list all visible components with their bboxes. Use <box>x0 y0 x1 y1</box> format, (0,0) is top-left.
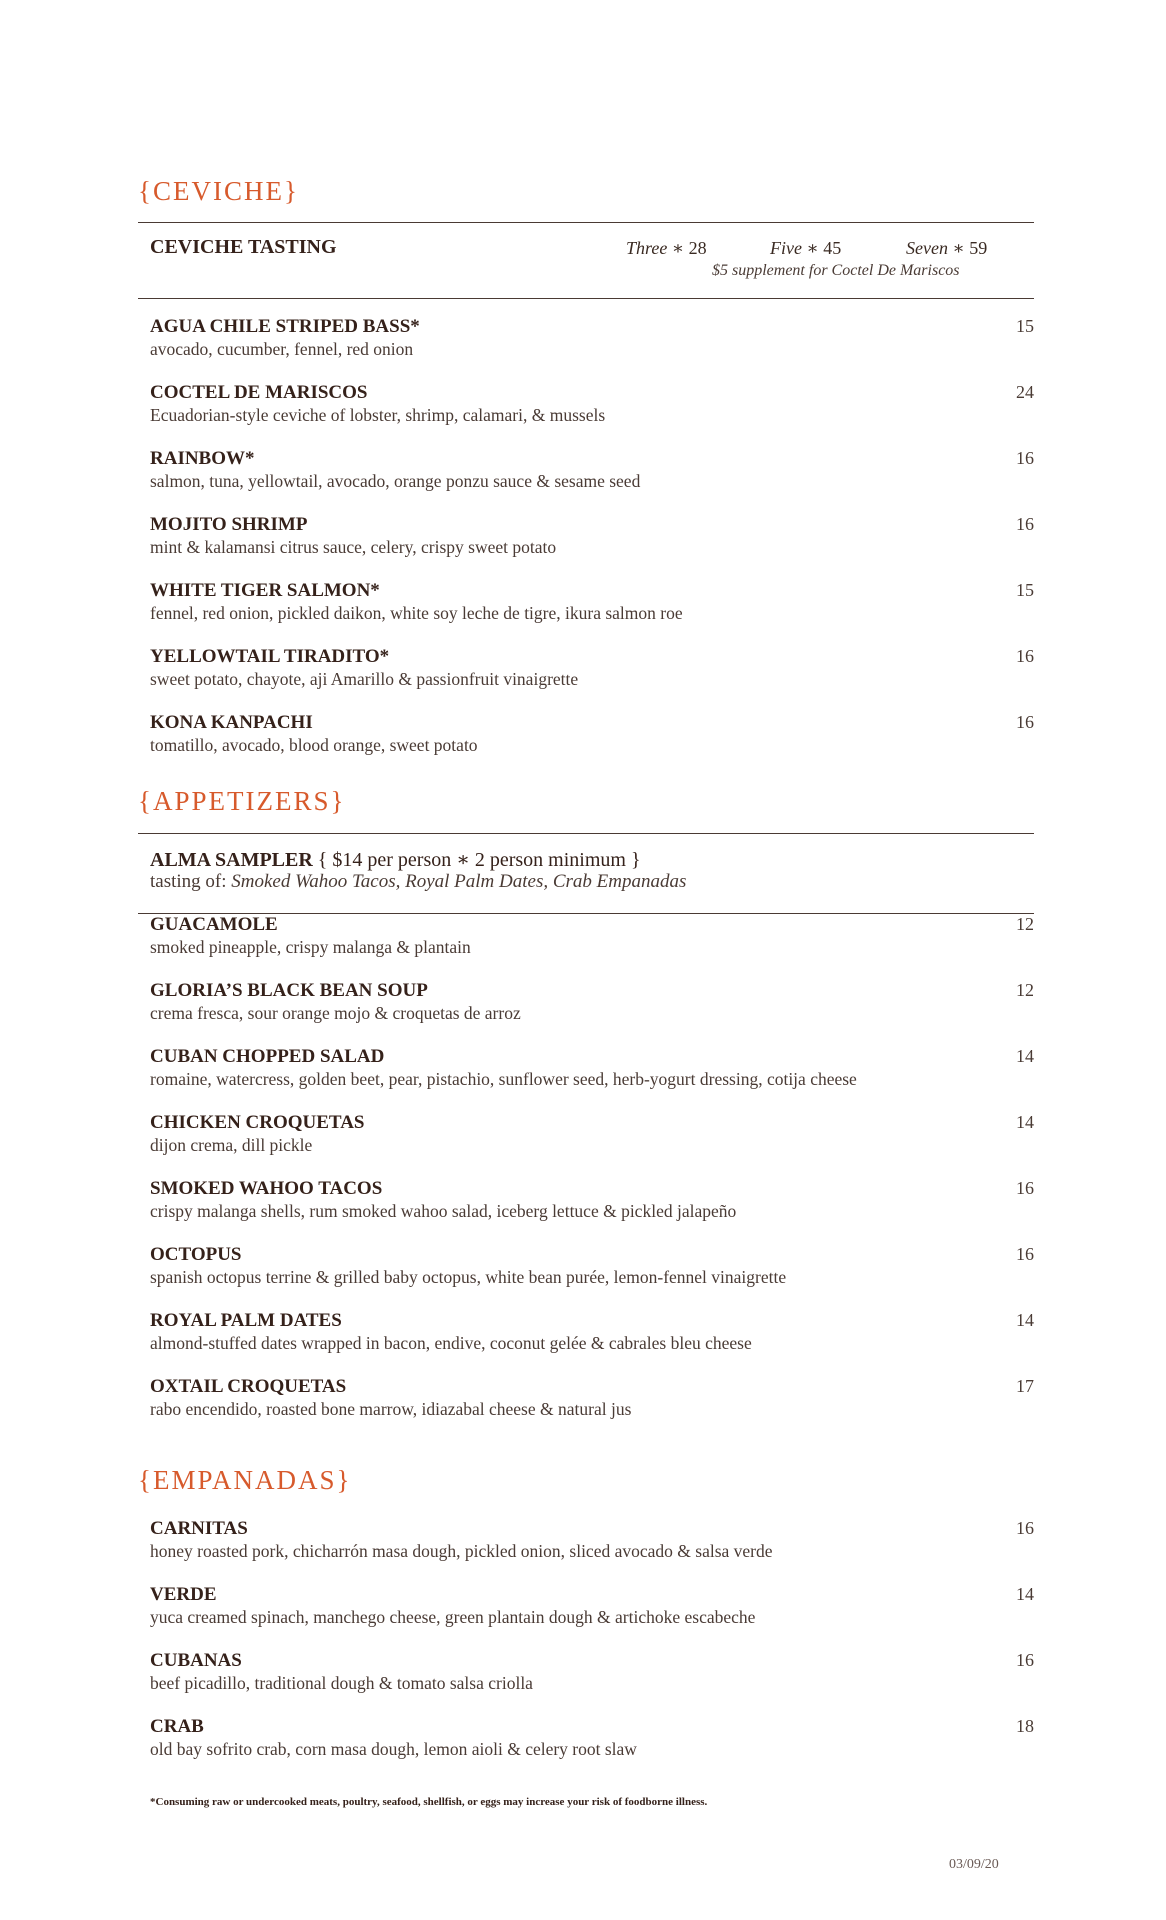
menu-item <box>150 1112 1034 1162</box>
menu-item <box>150 1650 1034 1700</box>
menu-item <box>150 1518 1034 1568</box>
item-name: WHITE TIGER SALMON* <box>150 580 380 601</box>
item-price: 12 <box>1016 980 1034 1000</box>
item-name: CRAB <box>150 1716 204 1737</box>
menu-item <box>150 580 1034 630</box>
item-description: romaine, watercress, golden beet, pear, pistachio, sunflower seed, herb-yogurt dressing, cotija cheese <box>150 1069 857 1089</box>
item-name: KONA KANPACHI <box>150 712 313 733</box>
item-price: 16 <box>1016 646 1034 666</box>
tier-label: Five <box>770 238 802 258</box>
item-description: beef picadillo, traditional dough & tomato salsa criolla <box>150 1673 533 1693</box>
sampler-items: Smoked Wahoo Tacos, Royal Palm Dates, Crab Empanadas <box>231 871 687 892</box>
item-name: YELLOWTAIL TIRADITO* <box>150 646 390 667</box>
sampler-terms: { $14 per person ∗ 2 person minimum } <box>317 849 641 871</box>
item-description: crispy malanga shells, rum smoked wahoo salad, iceberg lettuce & pickled jalapeño <box>150 1201 737 1221</box>
menu-item <box>150 914 1034 964</box>
divider <box>138 833 1034 834</box>
item-description: sweet potato, chayote, aji Amarillo & passionfruit vinaigrette <box>150 669 579 689</box>
menu-date: 03/09/20 <box>949 1857 999 1872</box>
item-price: 14 <box>1016 1310 1034 1330</box>
menu-item <box>150 1244 1034 1294</box>
item-price: 17 <box>1016 1376 1034 1396</box>
menu-item <box>150 1046 1034 1096</box>
item-name: OXTAIL CROQUETAS <box>150 1376 347 1397</box>
tasting-supplement-note: $5 supplement for Coctel De Mariscos <box>712 262 960 279</box>
menu-item <box>150 382 1034 432</box>
item-description: crema fresca, sour orange mojo & croquetas de arroz <box>150 1003 521 1023</box>
sampler-name: ALMA SAMPLER <box>150 849 313 871</box>
item-description: avocado, cucumber, fennel, red onion <box>150 339 414 359</box>
item-description: salmon, tuna, yellowtail, avocado, orange ponzu sauce & sesame seed <box>150 471 641 491</box>
divider <box>138 222 1034 223</box>
menu-item <box>150 316 1034 366</box>
item-price: 16 <box>1016 514 1034 534</box>
ceviche-tasting-name: CEVICHE TASTING <box>150 236 337 258</box>
item-price: 16 <box>1016 1650 1034 1670</box>
menu-item <box>150 646 1034 696</box>
item-price: 16 <box>1016 1178 1034 1198</box>
menu-item <box>150 1178 1034 1228</box>
item-description: tomatillo, avocado, blood orange, sweet potato <box>150 735 478 755</box>
sampler-prefix: tasting of: <box>150 871 227 892</box>
item-name: CUBANAS <box>150 1650 242 1671</box>
menu-item <box>150 1716 1034 1766</box>
item-price: 16 <box>1016 1518 1034 1538</box>
item-name: ROYAL PALM DATES <box>150 1310 342 1331</box>
tier-price: ∗ 59 <box>952 238 988 258</box>
item-price: 15 <box>1016 316 1034 336</box>
item-name: RAINBOW* <box>150 448 255 469</box>
item-price: 16 <box>1016 712 1034 732</box>
item-name: GUACAMOLE <box>150 914 278 935</box>
item-name: SMOKED WAHOO TACOS <box>150 1178 383 1199</box>
item-price: 18 <box>1016 1716 1034 1736</box>
item-price: 12 <box>1016 914 1034 934</box>
menu-item <box>150 1376 1034 1426</box>
item-name: COCTEL DE MARISCOS <box>150 382 368 403</box>
menu-item <box>150 712 1034 762</box>
menu-item <box>150 1584 1034 1634</box>
menu-item <box>150 1310 1034 1360</box>
item-price: 14 <box>1016 1046 1034 1066</box>
item-description: Ecuadorian-style ceviche of lobster, shrimp, calamari, & mussels <box>150 405 606 425</box>
menu-item <box>150 980 1034 1030</box>
section-title-ceviche: {CEVICHE} <box>138 176 299 206</box>
item-price: 24 <box>1016 382 1034 402</box>
item-description: smoked pineapple, crispy malanga & plantain <box>150 937 471 957</box>
item-name: GLORIA’S BLACK BEAN SOUP <box>150 980 428 1001</box>
item-description: spanish octopus terrine & grilled baby octopus, white bean purée, lemon-fennel vinaigrette <box>150 1267 787 1287</box>
item-description: old bay sofrito crab, corn masa dough, lemon aioli & celery root slaw <box>150 1739 637 1759</box>
section-title-appetizers: {APPETIZERS} <box>138 786 346 816</box>
item-name: CHICKEN CROQUETAS <box>150 1112 365 1133</box>
foodborne-illness-disclaimer: *Consuming raw or undercooked meats, poultry, seafood, shellfish, or eggs may increase your risk of foodborne illness. <box>150 1796 708 1808</box>
alma-sampler <box>150 847 641 872</box>
item-name: CARNITAS <box>150 1518 248 1539</box>
item-price: 16 <box>1016 448 1034 468</box>
item-description: yuca creamed spinach, manchego cheese, green plantain dough & artichoke escabeche <box>150 1607 756 1627</box>
menu-item <box>150 448 1034 498</box>
item-name: VERDE <box>150 1584 217 1605</box>
item-price: 15 <box>1016 580 1034 600</box>
item-name: OCTOPUS <box>150 1244 242 1265</box>
item-description: fennel, red onion, pickled daikon, white soy leche de tigre, ikura salmon roe <box>150 603 683 623</box>
menu-item <box>150 514 1034 564</box>
item-price: 14 <box>1016 1584 1034 1604</box>
item-description: honey roasted pork, chicharrón masa dough, pickled onion, sliced avocado & salsa verde <box>150 1541 773 1561</box>
tasting-tier-seven <box>906 238 987 259</box>
tasting-tier-five <box>770 238 841 259</box>
item-name: AGUA CHILE STRIPED BASS* <box>150 316 420 337</box>
item-description: mint & kalamansi citrus sauce, celery, crispy sweet potato <box>150 537 557 557</box>
tier-price: ∗ 45 <box>806 238 842 258</box>
tier-label: Three <box>626 238 668 258</box>
divider <box>138 298 1034 299</box>
sampler-contents <box>150 871 686 893</box>
item-price: 16 <box>1016 1244 1034 1264</box>
item-price: 14 <box>1016 1112 1034 1132</box>
item-description: rabo encendido, roasted bone marrow, idiazabal cheese & natural jus <box>150 1399 632 1419</box>
item-name: CUBAN CHOPPED SALAD <box>150 1046 385 1067</box>
tier-price: ∗ 28 <box>671 238 707 258</box>
section-title-empanadas: {EMPANADAS} <box>138 1465 352 1495</box>
tasting-tier-three <box>626 238 707 259</box>
item-description: almond-stuffed dates wrapped in bacon, endive, coconut gelée & cabrales bleu cheese <box>150 1333 752 1353</box>
item-description: dijon crema, dill pickle <box>150 1135 313 1155</box>
tier-label: Seven <box>906 238 948 258</box>
item-name: MOJITO SHRIMP <box>150 514 308 535</box>
